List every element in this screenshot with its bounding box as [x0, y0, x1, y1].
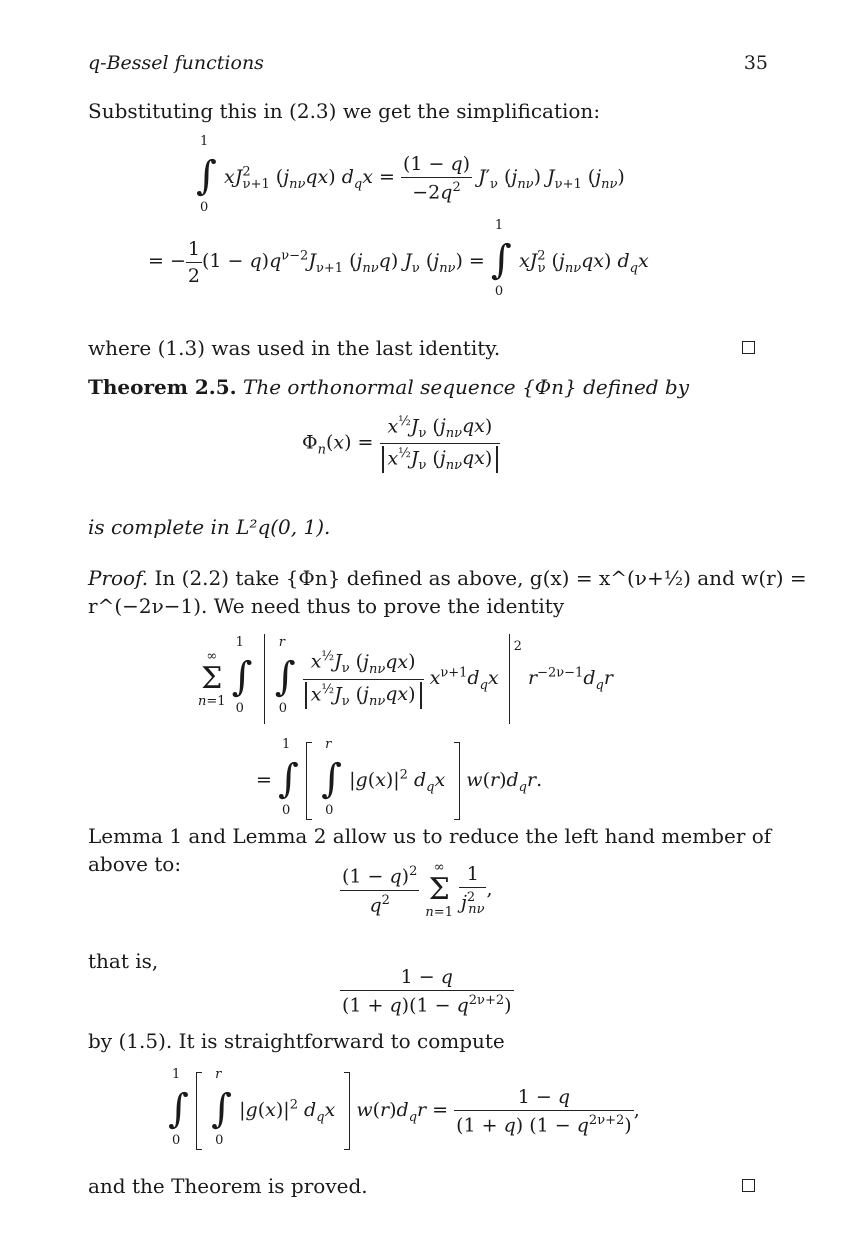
lemma-line1: Lemma 1 and Lemma 2 allow us to reduce the left hand member of: [88, 824, 772, 848]
by-line: by (1.5). It is straightforward to compute: [88, 1029, 505, 1053]
proof-line1-text: In (2.2) take {Φn} defined as above, g(x) = x^(ν+½) and w(r) =: [154, 566, 807, 590]
closing-text: and the Theorem is proved.: [88, 1174, 368, 1198]
theorem-label: Theorem 2.5.: [88, 375, 237, 399]
equation-that-is: $\frac{1 - q}{(1 + q)(1 - q^{2\nu+2})}$: [342, 966, 512, 1017]
equation-final: 1 ∫ 0 r ∫ 0 $|g(x)|^2$ $d_qx$ $w(r)d_qr$ = $\frac{1 - q}{(1 + q) (1 - q^{2\nu+2})}$ ,: [168, 1067, 640, 1148]
qed-box-final: [742, 1179, 755, 1192]
equation-identity-line2: = 1 ∫ 0 r ∫ 0 $|g(x)|^2$ $d_qx$ $w(r)d_qr$.: [256, 737, 543, 818]
theorem-complete-line: [88, 513, 330, 541]
running-header-title: q-Bessel functions: [88, 52, 264, 74]
equation-simplification-line2: = − $\frac{1}{2}$ $(1 - q)q^{\nu-2}J_{\nu+1}$ $(j_{n\nu}q)$ $J_\nu$ $(j_{n\nu})$ = 1 ∫ 0 $xJ^2_\nu$ $(j_{n\nu}qx)$ $d_qx$: [148, 218, 649, 299]
after-equation-text: where (1.3) was used in the last identity.: [88, 336, 501, 360]
equation-simplification-line1: 1 ∫ 0 $xJ^2_{\nu+1}$ $(j_{n\nu}qx) d_qx$ = $\frac{(1 - q)}{-2q^2}$ $J'_\nu$ $(j_{n\nu})$ $J_{\nu+1}$ $(j_{n\nu})$: [196, 134, 625, 215]
proof-label: Proof.: [88, 566, 149, 590]
intro-paragraph: Substituting this in (2.3) we get the simplification:: [88, 99, 601, 123]
proof-line1: [88, 564, 807, 592]
lemma-line2: above to:: [88, 852, 182, 876]
qed-box: [742, 341, 755, 354]
theorem-statement: [88, 373, 689, 401]
proof-line2: r^(−2ν−1). We need thus to prove the identity: [88, 594, 565, 618]
theorem-text: The orthonormal sequence {Φn} defined by: [243, 375, 690, 399]
equation-identity-line1: ∞ Σ n=1 1 ∫ 0 r ∫ 0 $\frac{x^{\frac{1}{2}}J_\nu (j_{n\nu}qx)}{x^{\frac{1}{2}}J_\nu (j_{n\nu}qx)}$ $x^{\nu+1}d_qx$ $^2$ $r^{-2\nu-1}d_qr$: [198, 634, 613, 724]
theorem-complete-text: is complete in: [88, 515, 230, 539]
page-number: 35: [743, 52, 768, 74]
equation-sum-reduction: $\frac{(1 - q)^2}{q^2}$ ∞ Σ n=1 $\frac{1}{j^2_{n\nu}}$ ,: [342, 860, 493, 920]
equation-phi-definition: $\Phi_n(x)$ = $\frac{x^{\frac{1}{2}}J_\nu (j_{n\nu}qx)}{x^{\frac{1}{2}}J_\nu (j_{n\nu}qx)}$: [302, 414, 500, 473]
theorem-space: L²q(0, 1).: [236, 515, 331, 539]
that-is-text: that is,: [88, 949, 159, 973]
